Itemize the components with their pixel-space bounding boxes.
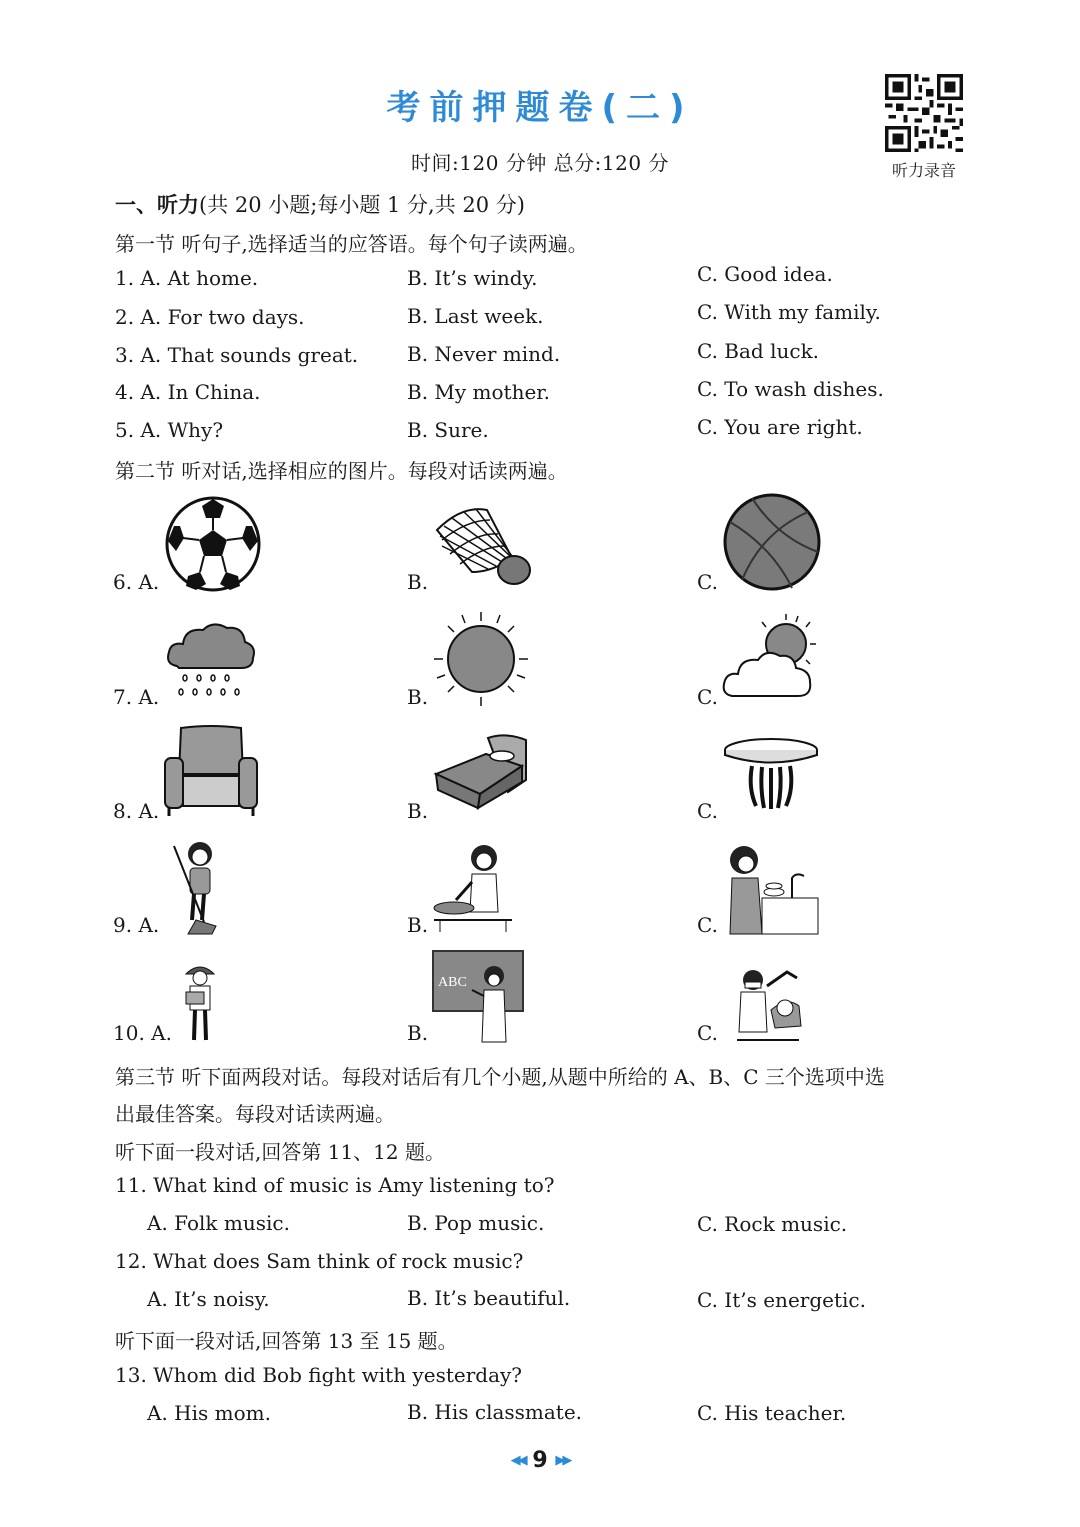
q5-option-a: 5. A. Why? — [115, 418, 224, 442]
q10-label-b: B. — [407, 1021, 429, 1045]
sun-icon — [432, 610, 530, 708]
q4-option-c: C. To wash dishes. — [697, 377, 884, 401]
dialog2-intro: 听下面一段对话,回答第 13 至 15 题。 — [115, 1329, 458, 1353]
q5-option-c: C. You are right. — [697, 415, 863, 439]
next-arrows-icon: ▶▶ — [555, 1453, 570, 1468]
exam-meta: 时间:120 分钟 总分:120 分 — [411, 151, 669, 175]
part-heading — [115, 189, 525, 219]
woman-washing-dishes-icon — [722, 842, 820, 938]
q1-option-c: C. Good idea. — [697, 262, 833, 286]
qr-code-icon[interactable] — [885, 74, 963, 152]
part-heading-title: 一、听力 — [115, 192, 199, 217]
q3-option-a: 3. A. That sounds great. — [115, 343, 359, 367]
section1-instruction: 第一节 听句子,选择适当的应答语。每个句子读两遍。 — [115, 232, 588, 256]
q4-option-a: 4. A. In China. — [115, 380, 261, 404]
q6-label-c: C. — [697, 570, 718, 594]
q5-option-b: B. Sure. — [407, 418, 489, 442]
round-table-icon — [722, 736, 820, 812]
q2-option-c: C. With my family. — [697, 300, 881, 324]
q8-label-c: C. — [697, 799, 718, 823]
bed-icon — [432, 732, 530, 810]
section2-instruction: 第二节 听对话,选择相应的图片。每段对话读两遍。 — [115, 459, 568, 483]
delivery-boy-icon — [180, 962, 220, 1044]
q11-option-c: C. Rock music. — [697, 1212, 848, 1236]
q7-label-a: 7. A. — [113, 685, 160, 709]
blackboard-text: ABC — [438, 975, 467, 990]
teacher-at-blackboard-icon — [432, 950, 524, 1044]
woman-cooking-icon — [432, 842, 514, 934]
section3-instruction-line1: 第三节 听下面两段对话。每段对话后有几个小题,从题中所给的 A、B、C 三个选项中选 — [115, 1065, 885, 1089]
q10-label-c: C. — [697, 1021, 718, 1045]
q13-option-b: B. His classmate. — [407, 1400, 583, 1424]
q11-option-b: B. Pop music. — [407, 1211, 545, 1235]
page-number-value: 9 — [532, 1448, 548, 1473]
q6-label-a: 6. A. — [113, 570, 160, 594]
previous-arrows-icon: ◀◀ — [510, 1453, 525, 1468]
shuttlecock-icon — [432, 500, 532, 590]
rain-cloud-icon — [165, 618, 257, 704]
q6-label-b: B. — [407, 570, 429, 594]
q1-option-a: 1. A. At home. — [115, 266, 259, 290]
q9-label-b: B. — [407, 913, 429, 937]
q12-option-a: A. It’s noisy. — [147, 1287, 270, 1311]
q13-option-c: C. His teacher. — [697, 1401, 847, 1425]
q12-option-c: C. It’s energetic. — [697, 1288, 866, 1312]
section3-instruction-line2: 出最佳答案。每段对话读两遍。 — [115, 1102, 395, 1126]
q11-option-a: A. Folk music. — [147, 1211, 290, 1235]
dialog1-intro: 听下面一段对话,回答第 11、12 题。 — [115, 1140, 445, 1164]
q7-label-c: C. — [697, 685, 718, 709]
armchair-icon — [163, 724, 259, 818]
q7-label-b: B. — [407, 685, 429, 709]
q8-label-a: 8. A. — [113, 799, 160, 823]
page-number — [0, 1448, 1080, 1473]
q2-option-a: 2. A. For two days. — [115, 305, 305, 329]
girl-sweeping-icon — [168, 840, 228, 936]
q9-label-a: 9. A. — [113, 913, 160, 937]
q2-option-b: B. Last week. — [407, 304, 544, 328]
q12-stem: 12. What does Sam think of rock music? — [115, 1249, 524, 1273]
q9-label-c: C. — [697, 913, 718, 937]
q11-stem: 11. What kind of music is Amy listening to? — [115, 1173, 555, 1197]
q10-label-a: 10. A. — [113, 1021, 172, 1045]
page-title: 考前押题卷(二) — [386, 88, 694, 128]
q1-option-b: B. It’s windy. — [407, 266, 538, 290]
sun-behind-cloud-icon — [722, 612, 818, 702]
dentist-icon — [727, 966, 807, 1046]
q3-option-c: C. Bad luck. — [697, 339, 820, 363]
qr-label: 听力录音 — [891, 161, 956, 180]
q13-option-a: A. His mom. — [147, 1401, 271, 1425]
q12-option-b: B. It’s beautiful. — [407, 1286, 571, 1310]
q8-label-b: B. — [407, 799, 429, 823]
soccer-ball-icon — [164, 496, 262, 592]
basketball-icon — [722, 492, 822, 592]
q4-option-b: B. My mother. — [407, 380, 551, 404]
q13-stem: 13. Whom did Bob fight with yesterday? — [115, 1363, 523, 1387]
q3-option-b: B. Never mind. — [407, 342, 561, 366]
part-heading-note: (共 20 小题;每小题 1 分,共 20 分) — [199, 193, 525, 217]
